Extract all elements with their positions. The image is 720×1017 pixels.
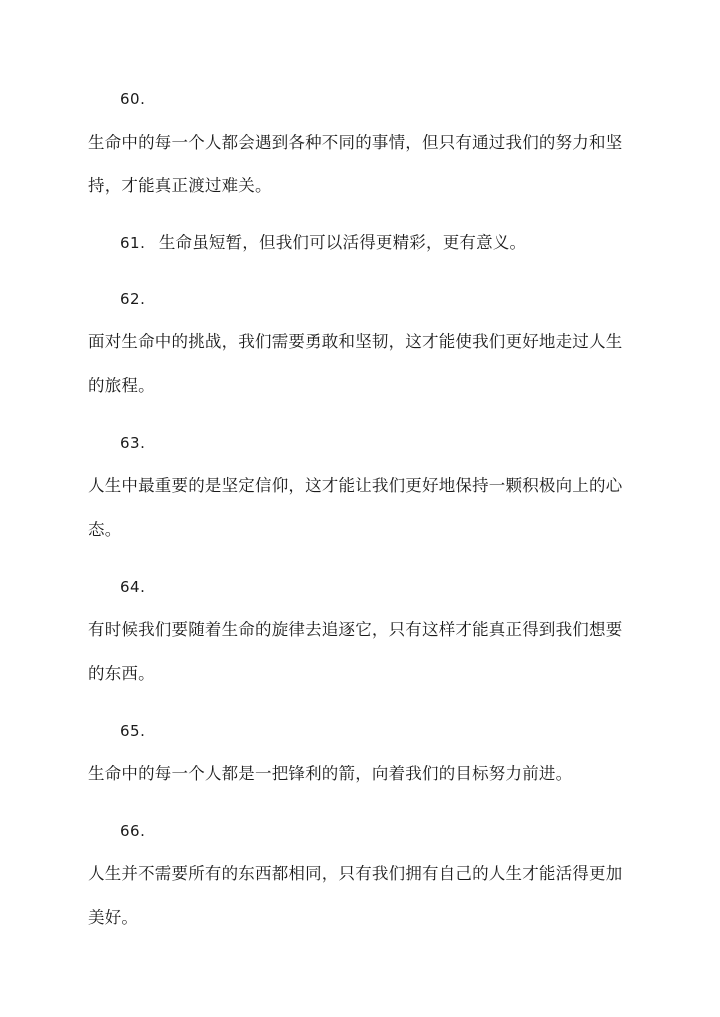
entry-number: 60.	[120, 90, 146, 108]
entry-text-line: 生命虽短暂，但我们可以活得更精彩，更有意义。	[158, 233, 527, 252]
entry-text-line: 生命中的每一个人都是一把锋利的箭，向着我们的目标努力前进。	[88, 764, 573, 783]
entry-text-line: 面对生命中的挑战，我们需要勇敢和坚韧，这才能使我们更好地走过人生	[88, 332, 623, 351]
entry-text-line: 人生中最重要的是坚定信仰，这才能让我们更好地保持一颗积极向上的心	[88, 476, 623, 495]
entry-number: 63.	[120, 434, 146, 452]
entry-number: 61.	[120, 234, 146, 252]
entry-number: 66.	[120, 822, 146, 840]
entry-text-line: 有时候我们要随着生命的旋律去追逐它，只有这样才能真正得到我们想要	[88, 620, 623, 639]
entry-text-line: 态。	[88, 520, 122, 539]
entry-text-line: 持，才能真正渡过难关。	[88, 176, 272, 195]
entry-text-line: 生命中的每一个人都会遇到各种不同的事情，但只有通过我们的努力和坚	[88, 133, 623, 152]
entry-text-line: 的东西。	[88, 664, 155, 683]
entry-number: 64.	[120, 578, 146, 596]
entry-text-line: 的旅程。	[88, 376, 155, 395]
entry-text-line: 美好。	[88, 908, 139, 927]
entry-inline	[120, 232, 526, 254]
entry-text-line: 人生并不需要所有的东西都相同，只有我们拥有自己的人生才能活得更加	[88, 864, 623, 883]
entry-number: 65.	[120, 722, 146, 740]
entry-number: 62.	[120, 290, 146, 308]
